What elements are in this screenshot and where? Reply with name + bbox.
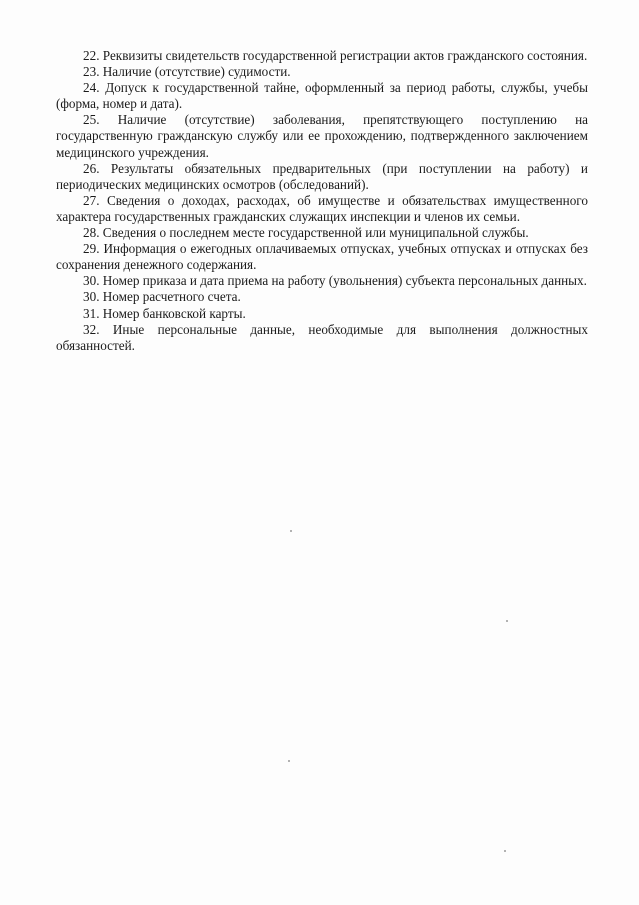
personal-data-list — [56, 48, 588, 354]
list-item: 27. Сведения о доходах, расходах, об имуществе и обязательствах имущественного характера государственных гражданских служащих инспекции и членов их семьи. — [56, 192, 588, 224]
list-item: 22. Реквизиты свидетельств государственной регистрации актов гражданского состояния. — [83, 48, 588, 63]
scan-speck — [506, 620, 508, 622]
scan-speck — [288, 760, 290, 762]
list-item: 29. Информация о ежегодных оплачиваемых отпусках, учебных отпусках и отпусках без сохранения денежного содержания. — [56, 241, 588, 273]
scan-speck — [504, 850, 506, 852]
list-item: 24. Допуск к государственной тайне, оформленный за период работы, службы, учебы (форма, номер и дата). — [56, 80, 588, 112]
list-item: 23. Наличие (отсутствие) судимости. — [83, 64, 291, 80]
scan-speck — [290, 530, 292, 532]
list-item: 31. Номер банковской карты. — [83, 305, 246, 321]
list-item: 30. Номер приказа и дата приема на работу (увольнения) субъекта персональных данных. — [83, 273, 587, 289]
list-item: 32. Иные персональные данные, необходимые для выполнения должностных обязанностей. — [56, 321, 588, 353]
list-item: 30. Номер расчетного счета. — [83, 289, 241, 305]
list-item: 26. Результаты обязательных предварительных (при поступлении на работу) и периодических медицинских осмотров (обследований). — [56, 160, 588, 192]
list-item: 28. Сведения о последнем месте государственной или муниципальной службы. — [83, 225, 529, 241]
list-item: 25. Наличие (отсутствие) заболевания, препятствующего поступлению на государственную гражданскую службу или ее прохождению, подтвержденного заключением медицинского учреждения. — [56, 112, 588, 160]
